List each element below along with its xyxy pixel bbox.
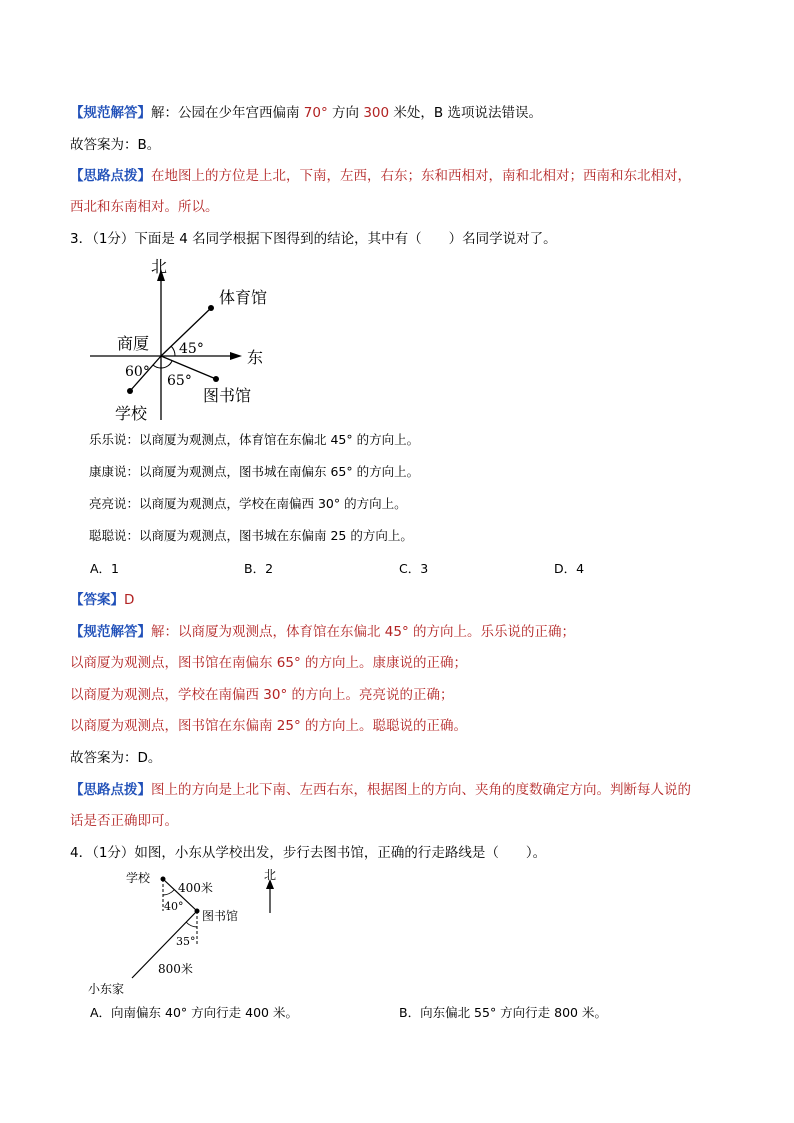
fig1-east-label: 东	[247, 348, 264, 367]
question-4-figure	[88, 865, 288, 1000]
fig2-angle40-label: 40°	[164, 900, 184, 913]
solution-line-4: 以商厦为观测点，图书馆在东偏南 25° 的方向上。聪聪说的正确。	[70, 718, 468, 734]
hint-1-text: 图上的方向是上北下南、左西右东，根据图上的方向、夹角的度数确定方向。判断每人说的	[151, 782, 691, 798]
fig1-library-label: 图书馆	[203, 386, 252, 405]
answer-tag: 【答案】	[70, 592, 124, 608]
fig1-gym-label: 体育馆	[219, 288, 268, 307]
hint-tag: 【思路点拨】	[70, 168, 151, 184]
fig1-angle65-label: 65°	[167, 373, 192, 389]
final-answer-line: 故答案为：D。	[70, 750, 162, 766]
prev-hint-line	[70, 166, 691, 186]
statement-lele: 乐乐说：以商厦为观测点，体育馆在东偏北 45° 的方向上。	[89, 432, 420, 447]
fig2-400m-label: 400米	[178, 881, 213, 895]
solution-distance: 300	[363, 105, 390, 121]
hint-tag-2: 【思路点拨】	[70, 782, 151, 798]
fig1-angle60-label: 60°	[125, 364, 150, 380]
solution-line-1	[70, 622, 575, 642]
solution-tag: 【规范解答】	[70, 105, 151, 121]
fig1-school-label: 学校	[115, 404, 148, 423]
fig2-school-label: 学校	[126, 871, 151, 885]
option-d: D．4	[554, 561, 585, 576]
solution-text-c: 方向	[327, 105, 364, 121]
hint-text: 在地图上的方位是上北，下南，左西，右东；东和西相对，南和北相对；西南和东北相对，	[151, 168, 691, 184]
solution-line-2: 以商厦为观测点，图书馆在南偏东 65° 的方向上。康康说的正确；	[70, 655, 468, 671]
q4-option-a: A．向南偏东 40° 方向行走 400 米。	[90, 1005, 298, 1020]
question-4: 4．（1分）如图，小东从学校出发，步行去图书馆，正确的行走路线是（ ）。	[70, 845, 547, 861]
fig2-angle35-label: 35°	[176, 935, 196, 948]
answer-value: D	[124, 592, 135, 608]
statement-kangkang: 康康说：以商厦为观测点，图书城在南偏东 65° 的方向上。	[89, 464, 420, 479]
option-c: C．3	[399, 561, 429, 576]
fig1-north-label: 北	[151, 257, 168, 276]
answer-line	[70, 590, 134, 610]
fig2-800m-label: 800米	[158, 962, 193, 976]
question-3-figure	[85, 255, 295, 425]
hint-line-2: 话是否正确即可。	[70, 813, 178, 829]
statement-liangliang: 亮亮说：以商厦为观测点，学校在南偏西 30° 的方向上。	[89, 496, 407, 511]
fig2-home-label: 小东家	[88, 982, 125, 996]
hint-line-1	[70, 780, 691, 800]
solution-tag-2: 【规范解答】	[70, 624, 151, 640]
q4-option-b: B．向东偏北 55° 方向行走 800 米。	[399, 1005, 607, 1020]
solution-line-3: 以商厦为观测点，学校在南偏西 30° 的方向上。亮亮说的正确；	[70, 687, 454, 703]
question-3: 3．（1分）下面是 4 名同学根据下图得到的结论，其中有（ ）名同学说对了。	[70, 231, 557, 247]
option-b: B．2	[244, 561, 274, 576]
solution-angle: 70°	[303, 105, 328, 121]
fig1-angle45-label: 45°	[179, 341, 204, 357]
solution-text-e: 米处，B 选项说法错误。	[389, 105, 542, 121]
solution-1-text: 解：以商厦为观测点，体育馆在东偏北 45° 的方向上。乐乐说的正确；	[151, 624, 576, 640]
prev-hint-line-2: 西北和东南相对。所以。	[70, 199, 219, 215]
prev-answer-line: 故答案为：B。	[70, 137, 161, 153]
prev-solution-line	[70, 103, 542, 123]
option-a: A．1	[90, 561, 120, 576]
fig2-library-label: 图书馆	[202, 909, 239, 923]
fig1-center-label: 商厦	[117, 334, 150, 353]
statement-congcong: 聪聪说：以商厦为观测点，图书城在东偏南 25 的方向上。	[89, 528, 413, 543]
solution-text-a: 解：公园在少年宫西偏南	[151, 105, 304, 121]
fig2-north-label: 北	[264, 868, 277, 882]
